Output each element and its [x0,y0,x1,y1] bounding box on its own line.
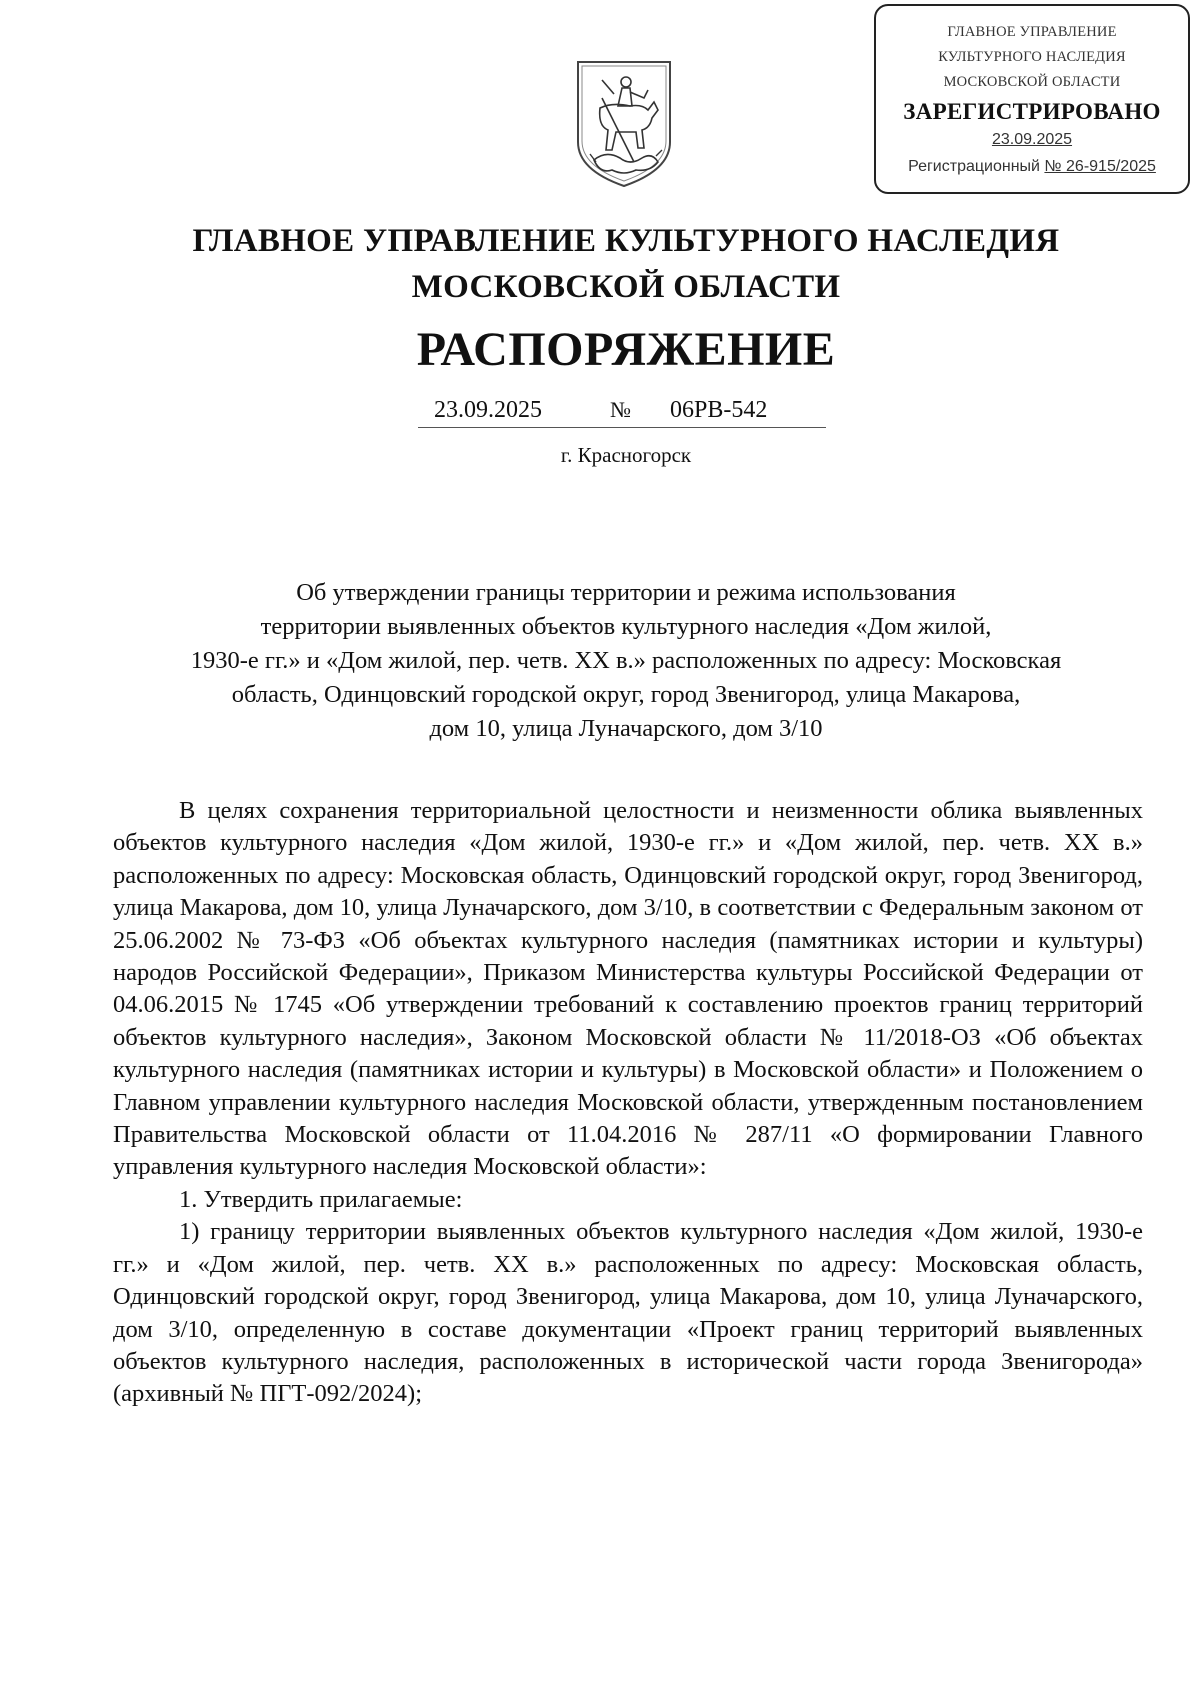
subject-line: Об утверждении границы территории и режима использования [296,579,956,606]
number-sign: № [610,397,631,422]
stamp-org-line: КУЛЬТУРНОГО НАСЛЕДИЯ [938,49,1126,65]
document-city: г. Красногорск [560,443,692,467]
registration-stamp [874,4,1190,194]
subject-line: территории выявленных объектов культурного наследия «Дом жилой, [260,613,992,640]
subject-line: 1930-е гг.» и «Дом жилой, пер. четв. XX в.» расположенных по адресу: Московская [190,647,1062,674]
document-date-number [418,393,826,428]
stamp-org-line: ГЛАВНОЕ УПРАВЛЕНИЕ [947,24,1117,40]
stamp-reg-label: Регистрационный [908,158,1040,175]
preamble-paragraph: В целях сохранения территориальной целостности и неизменности облика выявленных объектов культурного наследия «Дом жилой, 1930-е гг.» и «Дом жилой, пер. четв. XX в.» расположенных по адресу: Московская область, Одинцовский городской округ, город Звенигород, улица Макарова, дом 10, улица Луначарского, дом 3/10, в соответствии с Федеральным законом от 25.06.2002 № 73-ФЗ «Об объектах культурного наследия (памятниках истории и культуры) народов Российской Федерации», Приказом Министерства культуры Российской Федерации от 04.06.2015 № 1745 «Об утверждении требований к составлению проектов границ территорий объектов культурного наследия», Законом Московской области № 11/2018-ОЗ «Об объектах культурного наследия (памятниках истории и культуры) в Московской области» и Положением о Главном управлении культурного наследия Московской области, утвержденным постановлением Правительства Московской области от 11.04.2016 № 287/11 «О формировании Главного управления культурного наследия Московской области»: [113,797,1143,1181]
stamp-date: 23.09.2025 [991,131,1073,148]
stamp-organization [876,20,1188,95]
item-paragraph: 1. Утвердить прилагаемые: [179,1185,463,1213]
document-body [113,795,1143,1411]
stamp-org-line: МОСКОВСКОЙ ОБЛАСТИ [943,74,1121,90]
document-date: 23.09.2025 [434,397,542,423]
coat-of-arms-icon [572,58,676,190]
stamp-reg-number: № 26-915/2025 [1044,158,1156,175]
document-type: РАСПОРЯЖЕНИЕ [416,323,836,376]
stamp-registration [876,153,1188,181]
subject-line: дом 10, улица Луначарского, дом 3/10 [429,715,823,742]
subject-line: область, Одинцовский городской округ, город Звенигород, улица Макарова, [231,681,1021,708]
organization-title-line: ГЛАВНОЕ УПРАВЛЕНИЕ КУЛЬТУРНОГО НАСЛЕДИЯ [192,223,1060,259]
organization-title-line: МОСКОВСКОЙ ОБЛАСТИ [411,269,841,305]
organization-title [0,218,1200,310]
subitem-paragraph: 1) границу территории выявленных объектов культурного наследия «Дом жилой, 1930-е гг.» и «Дом жилой, пер. четв. XX в.» расположенных по адресу: Московская область, Одинцовский городской округ, город Звенигород, улица Макарова, дом 10, улица Луначарского, дом 3/10, определенную в составе документации «Проект границ территорий выявленных объектов культурного наследия, расположенных в исторической части города Звенигорода» (архивный № ПГТ-092/2024); [113,1218,1143,1408]
document-subject [110,576,1142,746]
document-number: 06РВ-542 [670,397,768,423]
stamp-status: ЗАРЕГИСТРИРОВАНО [903,99,1161,124]
